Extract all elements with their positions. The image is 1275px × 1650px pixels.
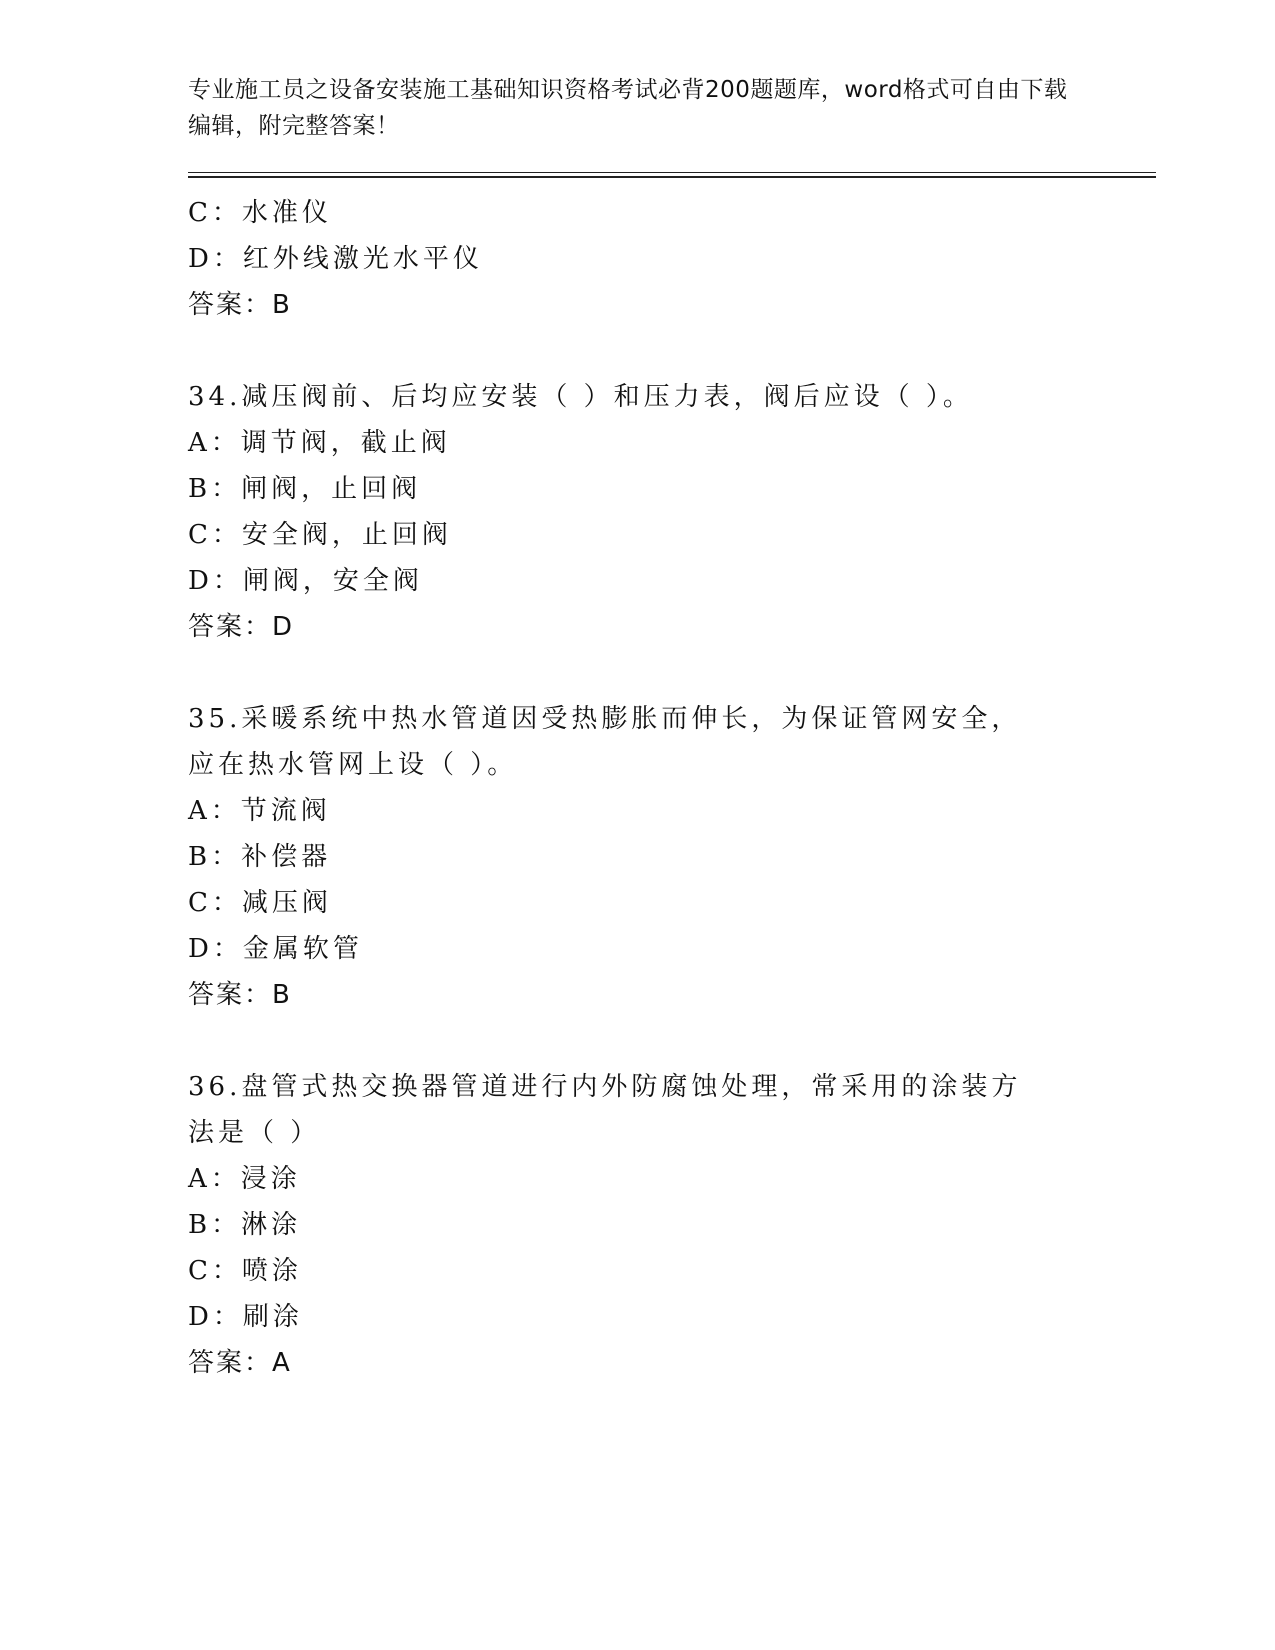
question-stem: 36.盘管式热交换器管道进行内外防腐蚀处理，常采用的涂装方法是（ ） (188, 1072, 1022, 1148)
option-text: 淋涂 (241, 1210, 302, 1240)
option-label: C： (188, 1256, 242, 1286)
option-label: D： (188, 1302, 243, 1332)
option-text: 减压阀 (241, 888, 332, 918)
option-label: C： (188, 888, 242, 918)
option-text: 喷涂 (241, 1256, 302, 1286)
option-text: 闸阀，止回阀 (241, 474, 422, 504)
option-text: 补偿器 (241, 842, 332, 872)
header-divider-thick (188, 176, 1156, 178)
option-item (188, 512, 1078, 558)
option-text: 刷涂 (242, 1302, 303, 1332)
option-text: 红外线激光水平仪 (242, 244, 483, 274)
spacer (188, 1018, 1078, 1064)
option-item (188, 834, 1078, 880)
option-text: 浸涂 (240, 1164, 301, 1194)
option-text: 节流阀 (240, 796, 331, 826)
option-item (188, 788, 1078, 834)
spacer (188, 650, 1078, 696)
option-label: A： (188, 1164, 241, 1194)
answer-line: 答案：D (188, 612, 295, 642)
option-item (188, 236, 1078, 282)
option-item (188, 1294, 1078, 1340)
option-item (188, 190, 1078, 236)
question-stem: 34.减压阀前、后均应安装（ ）和压力表，阀后应设（ ）。 (188, 382, 973, 412)
option-text: 金属软管 (242, 934, 363, 964)
option-item (188, 926, 1078, 972)
option-item (188, 466, 1078, 512)
option-label: D： (188, 934, 243, 964)
spacer (188, 328, 1078, 374)
option-label: B： (188, 474, 242, 504)
option-label: A： (188, 428, 241, 458)
question-stem: 35.采暖系统中热水管道因受热膨胀而伸长，为保证管网安全，应在热水管网上设（ ）。 (188, 704, 1022, 780)
option-item (188, 1156, 1078, 1202)
answer-line: 答案：A (188, 1348, 292, 1378)
option-item (188, 420, 1078, 466)
option-text: 闸阀，安全阀 (242, 566, 423, 596)
option-text: 水准仪 (241, 198, 332, 228)
answer-line: 答案：B (188, 980, 292, 1010)
answer-line: 答案：B (188, 290, 292, 320)
option-text: 调节阀，截止阀 (240, 428, 451, 458)
option-label: C： (188, 198, 242, 228)
header-divider-thin (188, 172, 1156, 173)
document-header: 专业施工员之设备安装施工基础知识资格考试必背200题题库，word格式可自由下载编辑，附完整答案！ (188, 77, 1068, 139)
option-item (188, 1248, 1078, 1294)
option-label: D： (188, 244, 243, 274)
option-label: C： (188, 520, 242, 550)
option-item (188, 558, 1078, 604)
option-label: D： (188, 566, 243, 596)
option-label: B： (188, 842, 242, 872)
option-item (188, 1202, 1078, 1248)
option-text: 安全阀，止回阀 (241, 520, 452, 550)
option-label: A： (188, 796, 241, 826)
document-body (188, 190, 1078, 1386)
option-label: B： (188, 1210, 242, 1240)
option-item (188, 880, 1078, 926)
